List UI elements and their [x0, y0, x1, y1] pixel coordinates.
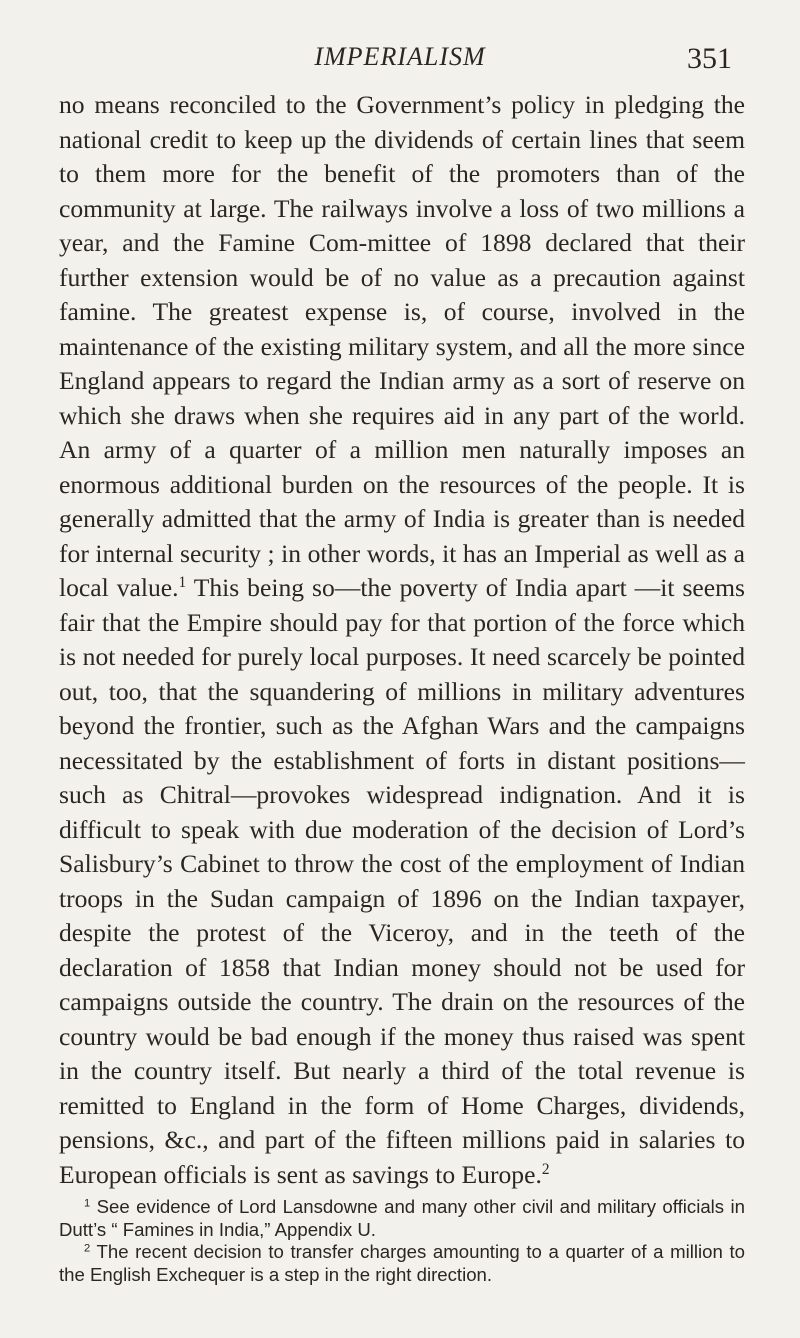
footnote-text: The recent decision to transfer charges amounting to a quarter of a million to the English Exchequer is a step in the right direction. — [59, 1241, 745, 1285]
body-text-part-2: This being so—the poverty of India apart —it seems fair that the Empire should pay for that portion of the force which is not needed for purely local purposes. It need scarcely be pointed out, too, that the squandering of millions in military adventures beyond the frontier, such as the Afghan Wars and the campaigns necessitated by the establishment of forts in distant positions—such as Chitral—provokes widespread indignation. And it is difficult to speak with due moderation of the decision of Lord’s Salisbury’s Cabinet to throw the cost of the employment of Indian troops in the Sudan campaign of 1896 on the Indian taxpayer, despite the protest of the Viceroy, and in the teeth of the declaration of 1858 that Indian money should not be used for campaigns outside the country. The drain on the resources of the country would be bad enough if the money thus raised was spent in the country itself. But nearly a third of the total revenue is remitted to England in the form of Home Charges, dividends, pensions, &c., and part of the fifteen millions paid in salaries to European officials is sent as savings to Europe. — [59, 573, 745, 1189]
page-header — [60, 42, 740, 82]
page-number: 351 — [687, 42, 732, 75]
footnotes — [59, 1196, 745, 1286]
footnote-1 — [59, 1196, 745, 1241]
footnote-2 — [59, 1241, 745, 1286]
footnote-ref-2: 2 — [541, 1160, 550, 1178]
body-paragraph — [59, 88, 745, 1192]
footnote-ref-1: 1 — [178, 573, 187, 591]
footnote-marker: 1 — [84, 1197, 91, 1210]
footnote-text: See evidence of Lord Lansdowne and many other civil and military officials in Dutt’s “ Famines in India,” Appendix U. — [59, 1196, 745, 1240]
footnote-marker: 2 — [84, 1242, 91, 1255]
running-head: IMPERIALISM — [314, 42, 486, 71]
body-text-part-1: no means reconciled to the Government’s policy in pledging the national credit to keep up the dividends of certain lines that seem to them more for the benefit of the promoters than of the community at large. The railways involve a loss of two millions a year, and the Famine Com-mittee of 1898 declared that their further extension would be of no value as a precaution against famine. The greatest expense is, of course, involved in the maintenance of the existing military system, and all the more since England appears to regard the Indian army as a sort of reserve on which she draws when she requires aid in any part of the world. An army of a quarter of a million men naturally imposes an enormous additional burden on the resources of the people. It is generally admitted that the army of India is greater than is needed for internal security ; in other words, it has an Imperial as well as a local value. — [59, 90, 745, 602]
